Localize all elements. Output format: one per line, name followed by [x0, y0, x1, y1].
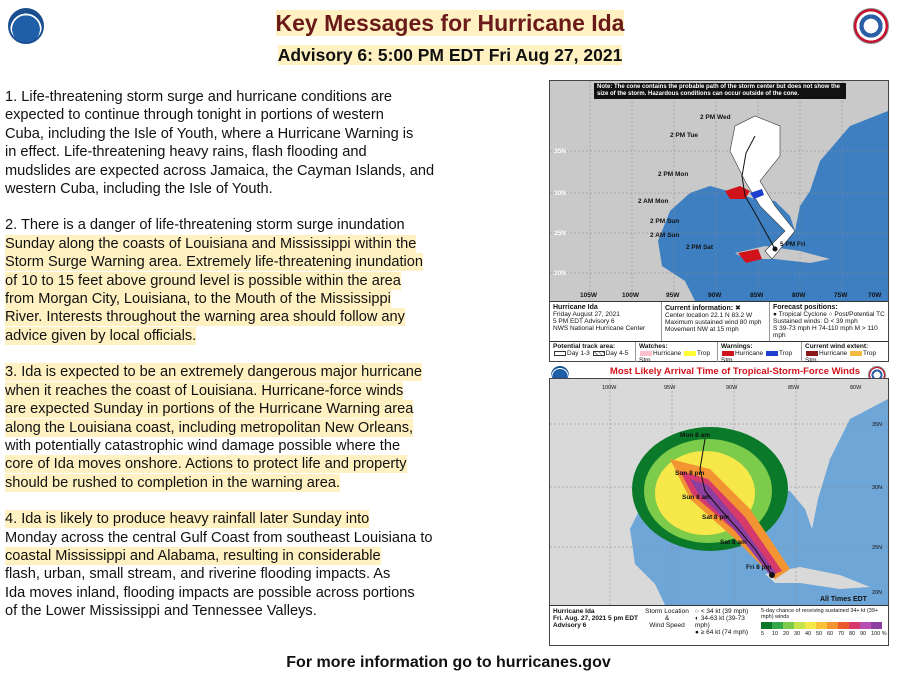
track-label: 2 PM Wed: [700, 114, 731, 121]
track-label: 2 PM Sat: [686, 244, 714, 251]
hurricane-watch-swatch: [640, 351, 652, 356]
scale-value: 80: [849, 631, 856, 637]
lat-label: 35N: [872, 422, 883, 428]
ptc-label: Post/Potential TC: [834, 311, 885, 318]
lon-label: 95W: [666, 292, 680, 299]
lon-label: 100W: [602, 385, 617, 391]
nws-logo: [853, 8, 889, 44]
scale-swatch: [783, 622, 794, 629]
arrival-map: [550, 379, 888, 605]
probability-scale: [758, 606, 886, 645]
filled-circle-icon: ●: [695, 629, 699, 636]
lat-label: 30N: [872, 485, 883, 491]
scale-value: 40: [805, 631, 812, 637]
scale-swatch: [761, 622, 772, 629]
current-movement: Movement NW at 15 mph: [665, 326, 739, 333]
message-line: 2. There is a danger of life-threatening storm surge inundation: [5, 217, 405, 234]
message-line: are expected Sunday in portions of the Hurricane Warning area: [5, 401, 414, 418]
message-line: from Morgan City, Louisiana, to the Mouth of the Mississippi: [5, 291, 391, 308]
cone-map: [550, 81, 888, 301]
lon-label: 95W: [664, 385, 676, 391]
track-area-legend: [550, 342, 636, 362]
message-line: Monday across the central Gulf Coast from southeast Louisiana to: [5, 529, 433, 546]
speed-label: < 34 kt (39 mph): [700, 608, 749, 615]
track-label: 2 PM Tue: [670, 132, 699, 139]
track-label: 2 AM Mon: [638, 198, 669, 205]
ts-watch-label: Trop Stm: [639, 350, 711, 364]
track-label: 2 AM Sun: [650, 232, 680, 239]
message-line: Cuba, including the Isle of Youth, where a Hurricane Warning is: [5, 125, 414, 142]
scale-value: 100 %: [871, 631, 887, 637]
time-label: Sun 8 am: [682, 494, 711, 501]
arrival-storm-date: Fri. Aug. 27, 2021 5 pm EDT: [553, 615, 639, 622]
scale-value: 10: [772, 631, 779, 637]
lon-label: 75W: [834, 292, 848, 299]
hurricane-warning-label: Hurricane: [735, 350, 764, 357]
arrival-info: [550, 605, 888, 645]
wind-extent-legend: [802, 342, 888, 362]
message-line: of the Lower Mississippi and Tennessee Valleys.: [5, 603, 317, 620]
hurricane-wind-swatch: [806, 351, 818, 356]
key-message-4: [5, 510, 535, 620]
current-info: [662, 302, 770, 341]
message-line: in effect. Life-threatening heavy rains, flash flooding and: [5, 144, 367, 161]
watches-title: Watches:: [639, 343, 668, 350]
message-line: flash, urban, small stream, and riverine flooding impacts. As: [5, 566, 391, 583]
key-message-3: [5, 363, 535, 492]
scale-swatches: [761, 622, 883, 631]
arrival-storm-name: Hurricane Ida: [553, 608, 595, 615]
hurricane-watch-label: Hurricane: [653, 350, 682, 357]
lat-label: 35N: [554, 148, 566, 155]
key-message-1: [5, 88, 535, 198]
advisory-subtitle: Advisory 6: 5:00 PM EDT Fri Aug 27, 2021: [277, 45, 623, 65]
storm-location-legend: [642, 606, 692, 645]
wind-speed-label: Wind Speed: [649, 622, 685, 629]
time-label: Sun 8 pm: [675, 470, 705, 477]
message-line: Storm Surge Warning area. Extremely life-threatening inundation: [5, 254, 424, 271]
all-times-label: All Times EDT: [820, 596, 867, 603]
message-line: 4. Ida is likely to produce heavy rainfall later Sunday into: [5, 511, 370, 528]
scale-swatch: [794, 622, 805, 629]
ts-watch-swatch: [684, 351, 696, 356]
current-position: [773, 247, 778, 252]
lon-label: 85W: [750, 292, 764, 299]
lon-label: 80W: [792, 292, 806, 299]
storm-location: [769, 572, 775, 578]
storm-name: Hurricane Ida: [553, 304, 598, 311]
sustained-label: Sustained winds:: [773, 318, 823, 325]
ts-warning-swatch: [766, 351, 778, 356]
lat-label: 25N: [872, 545, 883, 551]
time-label: Fri 8 pm: [746, 564, 772, 571]
track-label: 2 PM Sun: [650, 218, 680, 225]
lon-label: 90W: [726, 385, 738, 391]
lon-label: 100W: [622, 292, 639, 299]
scale-swatch: [838, 622, 849, 629]
s-label: S 39-73 mph: [773, 325, 811, 332]
current-info-title: Current information: ✖: [665, 305, 741, 312]
scale-title: 5-day chance of receiving sustained 34+ kt (39+ mph) winds: [761, 608, 879, 620]
circle-icon: ○: [695, 608, 699, 615]
footer: For more information go to hurricanes.gov: [286, 654, 611, 671]
track-label: 5 PM Fri: [780, 241, 806, 248]
message-line: Ida moves inland, flooding impacts are possible across portions: [5, 584, 415, 601]
arrival-graphic: [549, 378, 889, 646]
scale-swatch: [816, 622, 827, 629]
scale-swatch: [772, 622, 783, 629]
warnings-title: Warnings:: [721, 343, 753, 350]
forecast-positions-title: Forecast positions:: [773, 304, 838, 311]
lon-label: 80W: [850, 385, 862, 391]
storm-location-label: Storm Location: [645, 608, 689, 615]
noaa-logo: [8, 8, 44, 44]
scale-value: 50: [816, 631, 823, 637]
message-line: coastal Mississippi and Alabama, resulting in considerable: [5, 547, 381, 564]
message-line: Sunday along the coasts of Louisiana and Mississippi within the: [5, 235, 417, 252]
day45-label: Day 4-5: [605, 350, 629, 357]
arrival-storm-advisory: Advisory 6: [553, 622, 587, 629]
lat-label: 30N: [554, 190, 566, 197]
speed-label: 34-63 kt (39-73 mph): [695, 615, 745, 629]
message-line: when it reaches the coast of Louisiana. Hurricane-force winds: [5, 382, 404, 399]
d-label: D < 39 mph: [823, 318, 858, 325]
storm-advisory: 5 PM EDT Advisory 6: [553, 318, 615, 325]
time-label: Sat 8 pm: [702, 514, 730, 521]
cone-info: [550, 301, 888, 341]
scale-value: 30: [794, 631, 801, 637]
message-line: 3. Ida is expected to be an extremely dangerous major hurricane: [5, 364, 422, 381]
lat-label: 20N: [872, 590, 883, 596]
half-circle-icon: ◐: [695, 615, 699, 622]
lon-label: 85W: [788, 385, 800, 391]
ts-warning-label: Trop Stm: [721, 350, 793, 364]
storm-center: NWS National Hurricane Center: [553, 325, 646, 332]
scale-labels: [761, 631, 887, 637]
m-label: M > 110 mph: [773, 325, 878, 339]
message-line: should be rushed to completion in the warning area.: [5, 474, 341, 491]
lat-label: 25N: [554, 230, 566, 237]
message-line: 1. Life-threatening storm surge and hurricane conditions are: [5, 89, 392, 105]
scale-swatch: [827, 622, 838, 629]
lon-label: 90W: [708, 292, 722, 299]
scale-value: 5: [761, 631, 765, 637]
scale-swatch: [871, 622, 882, 629]
track-label: 2 PM Mon: [658, 171, 689, 178]
hurricane-warning-swatch: [722, 351, 734, 356]
key-message-2: [5, 216, 535, 345]
scale-value: 60: [827, 631, 834, 637]
message-line: River. Interests throughout the warning area should follow any: [5, 309, 405, 326]
ts-wind-swatch: [850, 351, 862, 356]
storm-date: Friday August 27, 2021: [553, 311, 620, 318]
post-tc-icon: ○: [828, 311, 833, 318]
day13-swatch: [554, 351, 566, 356]
day13-label: Day 1-3: [567, 350, 590, 357]
cone-note: Note: The cone contains the probable path of the storm center but does not show the size of the storm. Hazardous conditions can occur outside of the cone.: [594, 83, 846, 99]
current-winds: Maximum sustained wind 80 mph: [665, 319, 762, 326]
wind-extent-title: Current wind extent:: [805, 343, 869, 350]
watches-legend: [636, 342, 718, 362]
storm-block: [550, 302, 662, 341]
cone-legend: [550, 341, 888, 362]
lon-label: 70W: [868, 292, 882, 299]
scale-swatch: [805, 622, 816, 629]
key-messages: [5, 88, 535, 639]
hurricane-wind-label: Hurricane: [819, 350, 848, 357]
scale-swatch: [860, 622, 871, 629]
page-header: [215, 8, 685, 68]
scale-swatch: [849, 622, 860, 629]
message-line: with potentially catastrophic wind damage possible where the: [5, 437, 401, 454]
h-label: H 74-110 mph: [812, 325, 853, 332]
ts-wind-label: Trop Stm: [805, 350, 877, 364]
tropical-cyclone-icon: ●: [773, 311, 777, 318]
time-label: Mon 8 am: [680, 432, 710, 439]
track-area-title: Potential track area:: [553, 343, 616, 350]
scale-value: 20: [783, 631, 790, 637]
arrival-storm-block: [550, 606, 642, 645]
message-line: advice given by local officials.: [5, 327, 197, 344]
time-label: Sat 8 am: [720, 539, 747, 546]
message-line: along the Louisiana coast, including metropolitan New Orleans,: [5, 419, 414, 436]
message-line: mudslides are expected across Jamaica, the Cayman Islands, and: [5, 162, 435, 179]
scale-value: 90: [860, 631, 867, 637]
message-line: core of Ida moves onshore. Actions to protect life and property: [5, 456, 407, 473]
lon-label: 105W: [580, 292, 597, 299]
page-title: Key Messages for Hurricane Ida: [275, 10, 625, 36]
speed-label: ≥ 64 kt (74 mph): [700, 629, 749, 636]
scale-value: 70: [838, 631, 845, 637]
arrival-title: Most Likely Arrival Time of Tropical-Storm-Force Winds: [609, 366, 861, 377]
and-label: &: [664, 615, 670, 622]
message-line: of 10 to 15 feet above ground level is possible within the area: [5, 272, 401, 289]
lat-label: 20N: [554, 270, 566, 277]
message-line: expected to continue through tonight in portions of western: [5, 107, 384, 124]
forecast-positions: [770, 302, 888, 341]
message-line: western Cuba, including the Isle of Youth.: [5, 181, 273, 198]
current-location: Center location 22.1 N 83.2 W: [665, 312, 753, 319]
tc-label: Tropical Cyclone: [778, 311, 827, 318]
cone-graphic: [549, 80, 889, 362]
warnings-legend: [718, 342, 802, 362]
wind-speed-legend: [692, 606, 758, 645]
day45-swatch: [593, 351, 605, 356]
